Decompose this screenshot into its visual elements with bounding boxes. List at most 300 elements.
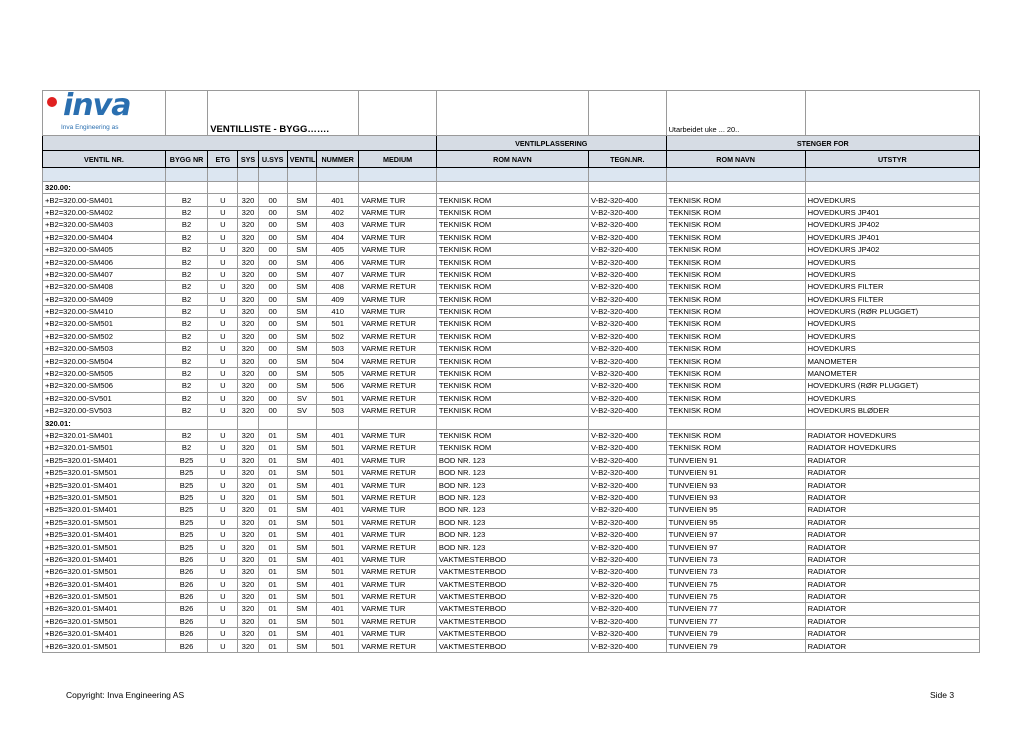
column-header: MEDIUM	[359, 151, 437, 168]
table-cell: V-B2-320-400	[589, 429, 667, 441]
table-cell	[359, 182, 437, 194]
footer-page-number: Side 3	[930, 690, 955, 700]
table-cell: HOVEDKURS	[805, 318, 979, 330]
table-cell: U	[208, 603, 238, 615]
table-cell	[165, 182, 207, 194]
table-cell: 501	[316, 491, 358, 503]
table-cell: V-B2-320-400	[589, 566, 667, 578]
table-cell: 501	[316, 640, 358, 652]
column-header: NUMMER	[316, 151, 358, 168]
table-row	[43, 429, 980, 441]
table-cell: SM	[287, 628, 316, 640]
table-cell: 410	[316, 305, 358, 317]
table-cell: V-B2-320-400	[589, 541, 667, 553]
table-cell: HOVEDKURS FILTER	[805, 293, 979, 305]
table-cell: 401	[316, 479, 358, 491]
table-cell: 00	[258, 256, 287, 268]
table-cell: 320	[238, 281, 258, 293]
table-cell: B2	[165, 281, 207, 293]
table-cell: 320.01:	[43, 417, 166, 429]
table-cell: U	[208, 578, 238, 590]
table-cell: VARME TUR	[359, 219, 437, 231]
table-cell: +B26=320.01-SM401	[43, 553, 166, 565]
table-cell: TUNVEIEN 97	[666, 528, 805, 540]
table-cell: RADIATOR	[805, 590, 979, 602]
table-cell: HOVEDKURS (RØR PLUGGET)	[805, 305, 979, 317]
table-row	[43, 380, 980, 392]
table-cell: 00	[258, 355, 287, 367]
table-cell: B2	[165, 219, 207, 231]
table-cell: U	[208, 305, 238, 317]
table-cell: 01	[258, 603, 287, 615]
table-cell: RADIATOR	[805, 628, 979, 640]
table-cell: TEKNISK ROM	[436, 343, 588, 355]
table-cell: +B2=320.00-SM408	[43, 281, 166, 293]
table-cell: HOVEDKURS (RØR PLUGGET)	[805, 380, 979, 392]
table-cell: +B2=320.00-SM506	[43, 380, 166, 392]
table-cell: 501	[316, 590, 358, 602]
table-cell: 320	[238, 615, 258, 627]
table-cell: SM	[287, 466, 316, 478]
table-cell: V-B2-320-400	[589, 491, 667, 503]
table-cell: 320	[238, 553, 258, 565]
table-cell: TEKNISK ROM	[436, 305, 588, 317]
table-cell: B2	[165, 231, 207, 243]
table-cell: 320	[238, 528, 258, 540]
table-cell: B2	[165, 318, 207, 330]
table-cell: U	[208, 628, 238, 640]
table-cell: HOVEDKURS	[805, 194, 979, 206]
table-row	[43, 318, 980, 330]
table-cell: RADIATOR	[805, 553, 979, 565]
table-cell: TEKNISK ROM	[436, 330, 588, 342]
table-cell: 00	[258, 231, 287, 243]
table-cell: V-B2-320-400	[589, 256, 667, 268]
table-cell: U	[208, 206, 238, 218]
table-row	[43, 343, 980, 355]
table-cell: SM	[287, 256, 316, 268]
inva-logo	[45, 90, 160, 132]
table-cell: VAKTMESTERBOD	[436, 578, 588, 590]
table-cell: +B2=320.00-SM403	[43, 219, 166, 231]
column-header: BYGG NR	[165, 151, 207, 168]
table-cell: +B25=320.01-SM501	[43, 491, 166, 503]
table-cell: TUNVEIEN 77	[666, 603, 805, 615]
table-cell: V-B2-320-400	[589, 479, 667, 491]
group-header-rods: STENGER FOR	[666, 136, 979, 151]
table-cell: 01	[258, 541, 287, 553]
table-cell: V-B2-320-400	[589, 405, 667, 417]
table-cell: VARME TUR	[359, 504, 437, 516]
column-header: ROM NAVN	[666, 151, 805, 168]
table-cell	[208, 182, 238, 194]
table-row	[43, 442, 980, 454]
table-cell: V-B2-320-400	[589, 466, 667, 478]
table-cell: VARME TUR	[359, 256, 437, 268]
table-cell: B25	[165, 479, 207, 491]
table-cell: V-B2-320-400	[589, 318, 667, 330]
table-cell: 501	[316, 566, 358, 578]
table-cell: TUNVEIEN 93	[666, 479, 805, 491]
table-cell: VAKTMESTERBOD	[436, 628, 588, 640]
table-cell: VARME RETUR	[359, 367, 437, 379]
document-title: VENTILLISTE - BYGG…….	[208, 91, 359, 136]
table-cell: 01	[258, 479, 287, 491]
table-cell: B2	[165, 367, 207, 379]
table-cell: VARME TUR	[359, 231, 437, 243]
table-cell: VAKTMESTERBOD	[436, 615, 588, 627]
table-cell: BOD NR. 123	[436, 516, 588, 528]
table-cell	[258, 182, 287, 194]
table-cell: SM	[287, 603, 316, 615]
table-cell: +B2=320.00-SM404	[43, 231, 166, 243]
table-row	[43, 578, 980, 590]
table-row	[43, 305, 980, 317]
table-row	[43, 603, 980, 615]
table-cell: +B25=320.01-SM401	[43, 479, 166, 491]
table-cell: U	[208, 231, 238, 243]
table-cell: 01	[258, 429, 287, 441]
table-cell: B2	[165, 206, 207, 218]
table-row	[43, 615, 980, 627]
table-cell: U	[208, 318, 238, 330]
table-cell: TEKNISK ROM	[666, 429, 805, 441]
table-cell: 402	[316, 206, 358, 218]
table-cell: 401	[316, 603, 358, 615]
table-cell: TUNVEIEN 93	[666, 491, 805, 503]
table-cell: +B2=320.00-SM405	[43, 243, 166, 255]
valve-list-table	[42, 90, 980, 653]
table-cell: RADIATOR	[805, 466, 979, 478]
table-cell: U	[208, 194, 238, 206]
table-cell: SM	[287, 578, 316, 590]
table-cell: 406	[316, 256, 358, 268]
table-cell: V-B2-320-400	[589, 504, 667, 516]
table-cell: RADIATOR	[805, 479, 979, 491]
table-cell: U	[208, 566, 238, 578]
table-cell: HOVEDKURS JP402	[805, 219, 979, 231]
table-cell: B25	[165, 466, 207, 478]
table-cell: VARME TUR	[359, 243, 437, 255]
table-cell: 320	[238, 268, 258, 280]
table-cell: SM	[287, 566, 316, 578]
table-cell: 00	[258, 293, 287, 305]
table-cell: 320	[238, 330, 258, 342]
table-cell: B25	[165, 541, 207, 553]
table-cell: 00	[258, 343, 287, 355]
table-cell: RADIATOR	[805, 454, 979, 466]
table-cell: 00	[258, 243, 287, 255]
table-cell: 501	[316, 466, 358, 478]
table-cell: 00	[258, 281, 287, 293]
table-cell: +B2=320.00-SM407	[43, 268, 166, 280]
table-cell: B26	[165, 640, 207, 652]
table-cell: V-B2-320-400	[589, 528, 667, 540]
table-cell: TEKNISK ROM	[666, 305, 805, 317]
table-cell: U	[208, 330, 238, 342]
table-cell: SV	[287, 405, 316, 417]
table-row	[43, 504, 980, 516]
table-cell: TEKNISK ROM	[666, 343, 805, 355]
table-cell	[805, 182, 979, 194]
table-cell: B2	[165, 343, 207, 355]
table-cell: VARME RETUR	[359, 590, 437, 602]
table-cell: VARME RETUR	[359, 566, 437, 578]
table-cell: +B2=320.00-SV501	[43, 392, 166, 404]
table-cell: TEKNISK ROM	[436, 281, 588, 293]
table-cell: U	[208, 429, 238, 441]
table-cell: +B25=320.01-SM401	[43, 504, 166, 516]
table-cell	[258, 417, 287, 429]
table-cell: TUNVEIEN 75	[666, 590, 805, 602]
table-cell: SM	[287, 343, 316, 355]
table-cell: TEKNISK ROM	[436, 268, 588, 280]
table-cell: SM	[287, 590, 316, 602]
table-cell: MANOMETER	[805, 367, 979, 379]
table-cell: 01	[258, 566, 287, 578]
table-cell: VARME TUR	[359, 429, 437, 441]
table-cell: 01	[258, 528, 287, 540]
table-cell: VARME TUR	[359, 553, 437, 565]
table-cell: U	[208, 528, 238, 540]
table-cell: TEKNISK ROM	[436, 429, 588, 441]
table-cell: VARME TUR	[359, 528, 437, 540]
table-row	[43, 479, 980, 491]
table-cell: TEKNISK ROM	[666, 206, 805, 218]
table-cell: 320	[238, 590, 258, 602]
column-header: U.SYS	[258, 151, 287, 168]
table-cell: TUNVEIEN 97	[666, 541, 805, 553]
table-cell: 320	[238, 231, 258, 243]
table-cell: B2	[165, 305, 207, 317]
table-cell: V-B2-320-400	[589, 553, 667, 565]
table-cell: V-B2-320-400	[589, 355, 667, 367]
table-cell: SM	[287, 442, 316, 454]
table-cell: BOD NR. 123	[436, 491, 588, 503]
table-cell: RADIATOR	[805, 528, 979, 540]
table-cell: U	[208, 466, 238, 478]
table-cell: BOD NR. 123	[436, 528, 588, 540]
table-cell: TEKNISK ROM	[666, 442, 805, 454]
table-cell: 404	[316, 231, 358, 243]
table-cell: 320	[238, 405, 258, 417]
table-cell: VARME TUR	[359, 603, 437, 615]
group-header-placement: VENTILPLASSERING	[436, 136, 666, 151]
table-cell: TEKNISK ROM	[436, 256, 588, 268]
table-cell: VARME RETUR	[359, 405, 437, 417]
table-cell: TEKNISK ROM	[666, 256, 805, 268]
table-cell: V-B2-320-400	[589, 194, 667, 206]
table-cell: +B26=320.01-SM401	[43, 628, 166, 640]
table-cell: 320	[238, 392, 258, 404]
table-cell: VARME TUR	[359, 305, 437, 317]
table-cell: SM	[287, 318, 316, 330]
table-cell: U	[208, 504, 238, 516]
table-cell: 00	[258, 219, 287, 231]
table-cell: BOD NR. 123	[436, 541, 588, 553]
table-cell: TEKNISK ROM	[666, 293, 805, 305]
table-cell: SM	[287, 615, 316, 627]
table-cell: U	[208, 256, 238, 268]
table-cell: 320	[238, 442, 258, 454]
column-header: VENTIL NR.	[43, 151, 166, 168]
table-cell: 320	[238, 305, 258, 317]
table-cell: 501	[316, 442, 358, 454]
table-cell: V-B2-320-400	[589, 268, 667, 280]
table-cell: 320.00:	[43, 182, 166, 194]
table-cell: SM	[287, 243, 316, 255]
table-cell: RADIATOR	[805, 491, 979, 503]
table-cell: MANOMETER	[805, 355, 979, 367]
table-cell: 320	[238, 628, 258, 640]
table-cell: V-B2-320-400	[589, 343, 667, 355]
table-row	[43, 231, 980, 243]
table-cell: B2	[165, 442, 207, 454]
table-cell: HOVEDKURS	[805, 268, 979, 280]
table-cell: SM	[287, 206, 316, 218]
table-cell: V-B2-320-400	[589, 516, 667, 528]
table-cell: +B2=320.00-SM409	[43, 293, 166, 305]
table-cell: 401	[316, 553, 358, 565]
column-header: ROM NAVN	[436, 151, 588, 168]
footer-copyright: Copyright: Inva Engineering AS	[66, 690, 185, 700]
table-cell: TUNVEIEN 95	[666, 516, 805, 528]
table-row	[43, 628, 980, 640]
table-cell: TEKNISK ROM	[666, 243, 805, 255]
table-cell: BOD NR. 123	[436, 454, 588, 466]
table-cell: 408	[316, 281, 358, 293]
table-cell: 501	[316, 615, 358, 627]
table-cell: V-B2-320-400	[589, 392, 667, 404]
column-header: TEGN.NR.	[589, 151, 667, 168]
table-cell: TEKNISK ROM	[666, 355, 805, 367]
table-cell: 401	[316, 528, 358, 540]
table-cell: SM	[287, 219, 316, 231]
table-cell: 320	[238, 454, 258, 466]
table-cell: SM	[287, 330, 316, 342]
logo-wordmark: inva	[63, 90, 131, 123]
column-header: SYS	[238, 151, 258, 168]
table-cell	[589, 182, 667, 194]
table-cell: +B2=320.00-SM502	[43, 330, 166, 342]
table-cell: HOVEDKURS	[805, 392, 979, 404]
table-cell: 00	[258, 318, 287, 330]
table-cell: 405	[316, 243, 358, 255]
table-cell: 320	[238, 219, 258, 231]
table-row	[43, 330, 980, 342]
table-cell: RADIATOR	[805, 541, 979, 553]
table-cell: B25	[165, 491, 207, 503]
table-cell: HOVEDKURS JP402	[805, 243, 979, 255]
table-cell: B26	[165, 566, 207, 578]
table-cell: SM	[287, 491, 316, 503]
table-row	[43, 194, 980, 206]
table-cell: B26	[165, 603, 207, 615]
table-cell: TEKNISK ROM	[666, 380, 805, 392]
table-cell: +B2=320.00-SM504	[43, 355, 166, 367]
table-cell	[287, 417, 316, 429]
table-cell: VARME RETUR	[359, 491, 437, 503]
table-cell: B2	[165, 256, 207, 268]
table-cell: 01	[258, 442, 287, 454]
table-cell: TEKNISK ROM	[436, 318, 588, 330]
table-cell: +B25=320.01-SM401	[43, 454, 166, 466]
section-header-row	[43, 182, 980, 194]
table-cell: TEKNISK ROM	[436, 194, 588, 206]
table-cell: 00	[258, 268, 287, 280]
table-cell: V-B2-320-400	[589, 305, 667, 317]
table-cell: TEKNISK ROM	[436, 293, 588, 305]
table-cell: VAKTMESTERBOD	[436, 553, 588, 565]
table-cell: SM	[287, 553, 316, 565]
table-cell: B26	[165, 578, 207, 590]
table-cell: B2	[165, 194, 207, 206]
table-cell: B2	[165, 429, 207, 441]
table-cell: U	[208, 491, 238, 503]
table-cell: 320	[238, 491, 258, 503]
table-cell: VAKTMESTERBOD	[436, 590, 588, 602]
table-row	[43, 243, 980, 255]
table-row	[43, 590, 980, 602]
logo-subtitle: Inva Engineering as	[61, 124, 119, 131]
table-cell: 320	[238, 380, 258, 392]
table-cell: TEKNISK ROM	[666, 268, 805, 280]
table-cell: 501	[316, 318, 358, 330]
table-cell: HOVEDKURS BLØDER	[805, 405, 979, 417]
table-cell: 320	[238, 578, 258, 590]
table-cell: TEKNISK ROM	[666, 194, 805, 206]
table-row	[43, 466, 980, 478]
table-cell: V-B2-320-400	[589, 330, 667, 342]
table-cell	[165, 417, 207, 429]
table-cell: 320	[238, 243, 258, 255]
table-cell: 320	[238, 355, 258, 367]
table-cell: B2	[165, 405, 207, 417]
table-cell: VARME TUR	[359, 268, 437, 280]
table-cell: V-B2-320-400	[589, 590, 667, 602]
table-cell: RADIATOR	[805, 640, 979, 652]
table-cell	[238, 417, 258, 429]
table-cell: SM	[287, 479, 316, 491]
table-row	[43, 206, 980, 218]
table-cell: +B2=320.00-SM402	[43, 206, 166, 218]
table-cell: 00	[258, 392, 287, 404]
table-row	[43, 516, 980, 528]
logo-dot-icon	[47, 97, 57, 107]
table-cell: U	[208, 479, 238, 491]
table-cell	[359, 417, 437, 429]
table-cell: VAKTMESTERBOD	[436, 640, 588, 652]
table-row	[43, 367, 980, 379]
table-cell: U	[208, 405, 238, 417]
table-cell: 01	[258, 578, 287, 590]
table-cell: VARME RETUR	[359, 640, 437, 652]
table-cell: BOD NR. 123	[436, 466, 588, 478]
table-cell: +B2=320.01-SM501	[43, 442, 166, 454]
table-cell: 01	[258, 466, 287, 478]
table-cell: VARME RETUR	[359, 516, 437, 528]
table-cell: VARME TUR	[359, 454, 437, 466]
table-cell: TEKNISK ROM	[436, 380, 588, 392]
table-cell: U	[208, 392, 238, 404]
table-cell: VARME TUR	[359, 578, 437, 590]
table-cell: TEKNISK ROM	[436, 219, 588, 231]
table-cell: B2	[165, 380, 207, 392]
table-cell: 320	[238, 429, 258, 441]
table-cell: SM	[287, 293, 316, 305]
table-cell: TUNVEIEN 75	[666, 578, 805, 590]
table-cell: 320	[238, 566, 258, 578]
